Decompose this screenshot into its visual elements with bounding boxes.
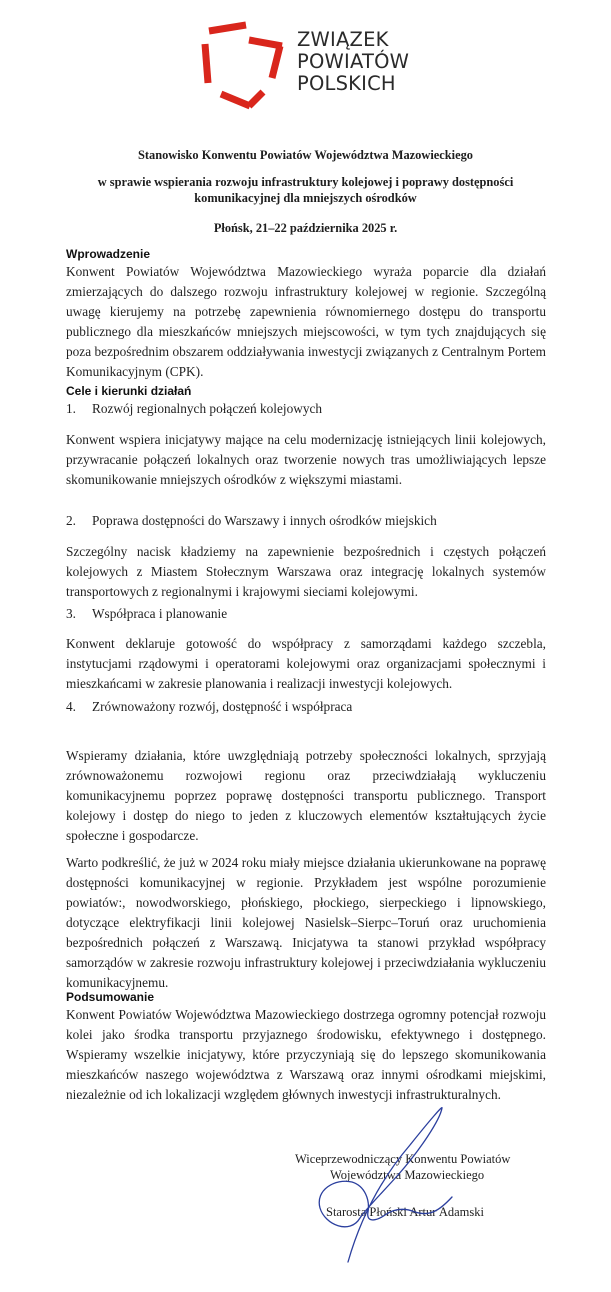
goal-item-3-paragraph: Konwent deklaruje gotowość do współpracy z samorządami każdego szczebla, instytucjami rządowymi i operatorami kolejowymi oraz organizacjami społecznymi i mieszkańcami w zakresie planowania i realizacji inwestycji kolejowych. [66,636,546,691]
logo-line-1: ZWIĄZEK [297,28,389,51]
document-title: Stanowisko Konwentu Powiatów Województwa Mazowieckiego [138,148,473,162]
organization-logo [195,20,455,115]
logo-line-2: POWIATÓW [297,50,410,73]
handwritten-signature-icon [280,1100,570,1290]
goal-item-number: 1. [66,401,76,416]
goal-item-2-title [66,511,546,531]
intro-heading: Wprowadzenie [66,247,151,261]
goal-item-1-paragraph: Konwent wspiera inicjatywy mające na celu modernizację istniejących linii kolejowych, przywracanie połączeń lokalnych oraz tworzenie nowych tras umożliwiających lepsze skomunikowanie mniejszych ośrodków z większymi miastami. [66,432,546,487]
document-subtitle-line-2: komunikacyjnej dla mniejszych ośrodków [194,191,417,205]
goal-item-4-title [66,697,546,717]
goal-item-3-title [66,604,546,624]
intro-section [66,246,546,382]
goal-item-label: Współpraca i planowanie [92,606,228,621]
signature-block [280,1100,570,1290]
sustainability-paragraph: Wspieramy działania, które uwzględniają potrzeby społeczności lokalnych, sprzyjają zrównoważonemu rozwojowi regionu oraz przeciwdziałają wykluczeniu komunikacyjnemu poprzez poprawę dostępności transportu publicznego. Transport kolejowy i dostęp do niego to jeden z kluczowych elementów kształtujących życie społeczne i gospodarcze. [66,748,546,843]
goal-item-1-title [66,399,546,419]
pentagon-segments-logo-icon [195,20,295,115]
goal-item-number: 3. [66,606,76,621]
goals-section [66,383,546,419]
logo-wordmark [297,29,409,95]
signatory-name: Starosta Płoński Artur Adamski [326,1205,484,1219]
example-paragraph: Warto podkreślić, że już w 2024 roku miały miejsce działania ukierunkowane na poprawę dostępności komunikacyjnej w regionie. Przykładem jest wspólne porozumienie powiatów:, nowodworskiego, płońskiego, płockiego, sierpeckiego i lipnowskiego, dotyczące elektryfikacji linii kolejowej Nasielsk–Sierpc–Toruń oraz uruchomienia bezpośrednich połączeń z Warszawą. Inicjatywa ta stanowi przykład współpracy samorządów w zakresie rozwoju infrastruktury kolejowej i przeciwdziałania wykluczeniu komunikacyjnemu. [66,855,546,990]
goal-item-2-paragraph: Szczególny nacisk kładziemy na zapewnienie bezpośrednich i częstych połączeń kolejowych z Miastem Stołecznym Warszawa oraz integrację lokalnych systemów transportowych z regionalnymi i krajowymi sieciami kolejowymi. [66,544,546,599]
summary-paragraph: Konwent Powiatów Województwa Mazowieckiego dostrzega ogromny potencjał rozwoju kolei jako środka transportu przyjaznego środowisku, efektywnego i dostępnego. Wspieramy wszelkie inicjatywy, które przyczyniają się do lepszego skomunikowania mieszkańców naszego województwa z Warszawą oraz innymi ośrodkami miejskimi, niezależnie od ich lokalizacji względem głównych inwestycji infrastrukturalnych. [66,1007,546,1102]
goals-heading: Cele i kierunki działań [66,384,192,398]
signatory-role-line-1: Wiceprzewodniczący Konwentu Powiatów [295,1152,511,1166]
document-subtitle-line-1: w sprawie wspierania rozwoju infrastruktury kolejowej i poprawy dostępności [97,175,514,189]
goal-item-label: Poprawa dostępności do Warszawy i innych ośrodków miejskich [92,513,437,528]
summary-heading: Podsumowanie [66,990,155,1004]
goal-item-number: 2. [66,513,76,528]
document-subtitle [40,174,571,206]
place-date: Płońsk, 21–22 października 2025 r. [213,221,398,235]
goal-item-label: Zrównoważony rozwój, dostępność i współpraca [92,699,353,714]
goal-item-number: 4. [66,699,76,714]
intro-paragraph: Konwent Powiatów Województwa Mazowieckiego wyraża poparcie dla działań zmierzających do dalszego rozwoju infrastruktury kolejowej w regionie. Szczególną uwagę kierujemy na potrzebę zapewnienia równomiernego dostępu do transportu publicznego dla mieszkańców mniejszych miejscowości, w tym tych znajdujących się poza bezpośrednim obszarem oddziaływania inwestycji związanych z Centralnym Portem Komunikacyjnym (CPK). [66,264,546,379]
signatory-role-line-2: Województwa Mazowieckiego [330,1168,485,1182]
goal-item-label: Rozwój regionalnych połączeń kolejowych [92,401,323,416]
summary-section [66,989,546,1105]
logo-line-3: POLSKICH [297,72,396,95]
